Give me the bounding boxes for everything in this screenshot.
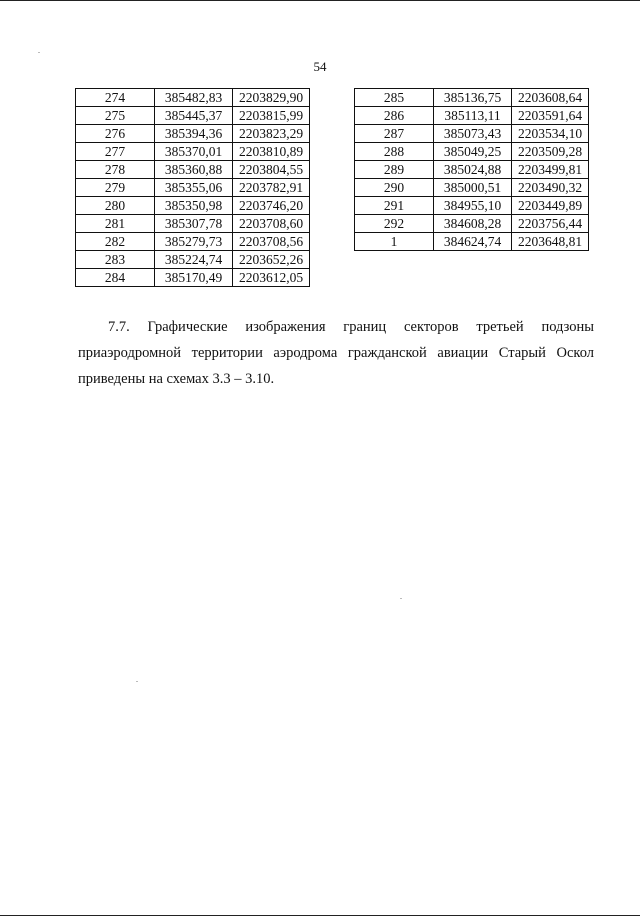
x-coordinate-cell: 385000,51 [434,179,512,197]
point-number-cell: 287 [355,125,434,143]
y-coordinate-cell: 2203648,81 [512,233,589,251]
point-number-cell: 283 [76,251,155,269]
table-row [355,125,589,143]
x-coordinate-cell: 384608,28 [434,215,512,233]
point-number-cell: 288 [355,143,434,161]
page-top-edge [0,0,640,1]
y-coordinate-cell: 2203449,89 [512,197,589,215]
point-number-cell: 274 [76,89,155,107]
table-row [76,161,310,179]
table-row [76,89,310,107]
x-coordinate-cell: 385360,88 [155,161,233,179]
y-coordinate-cell: 2203708,56 [233,233,310,251]
y-coordinate-cell: 2203608,64 [512,89,589,107]
paragraph-7-7 [78,314,594,392]
page-number: 54 [313,59,327,74]
table-row [355,179,589,197]
table-row [355,143,589,161]
point-number-cell: 285 [355,89,434,107]
y-coordinate-cell: 2203591,64 [512,107,589,125]
table-row [76,125,310,143]
table-row [76,269,310,287]
point-number-cell: 286 [355,107,434,125]
x-coordinate-cell: 385224,74 [155,251,233,269]
y-coordinate-cell: 2203804,55 [233,161,310,179]
y-coordinate-cell: 2203652,26 [233,251,310,269]
table-row [355,215,589,233]
table-row [355,89,589,107]
y-coordinate-cell: 2203490,32 [512,179,589,197]
y-coordinate-cell: 2203612,05 [233,269,310,287]
x-coordinate-cell: 385136,75 [434,89,512,107]
x-coordinate-cell: 385350,98 [155,197,233,215]
table-row [355,197,589,215]
y-coordinate-cell: 2203782,91 [233,179,310,197]
table-row [76,215,310,233]
y-coordinate-cell: 2203746,20 [233,197,310,215]
y-coordinate-cell: 2203810,89 [233,143,310,161]
x-coordinate-cell: 385024,88 [434,161,512,179]
x-coordinate-cell: 385113,11 [434,107,512,125]
table-row [355,161,589,179]
table-row [76,233,310,251]
paragraph-line: приаэродромной территории аэродрома гражданской авиации Старый Оскол [78,345,594,361]
coordinates-table-right-body [355,89,589,251]
x-coordinate-cell: 385445,37 [155,107,233,125]
scan-speck [400,598,402,599]
paragraph-line: приведены на схемах 3.3 – 3.10. [78,371,275,387]
x-coordinate-cell: 385370,01 [155,143,233,161]
x-coordinate-cell: 385394,36 [155,125,233,143]
point-number-cell: 1 [355,233,434,251]
table-row [355,107,589,125]
table-row [76,179,310,197]
table-row [76,197,310,215]
x-coordinate-cell: 385482,83 [155,89,233,107]
x-coordinate-cell: 385307,78 [155,215,233,233]
coordinates-table-left-body [76,89,310,287]
point-number-cell: 291 [355,197,434,215]
table-row [355,233,589,251]
y-coordinate-cell: 2203499,81 [512,161,589,179]
point-number-cell: 292 [355,215,434,233]
paragraph-line: 7.7. Графические изображения границ секторов третьей подзоны [108,319,594,335]
x-coordinate-cell: 385279,73 [155,233,233,251]
coordinates-table-right [354,88,589,251]
point-number-cell: 289 [355,161,434,179]
scan-speck [38,52,40,53]
y-coordinate-cell: 2203823,29 [233,125,310,143]
y-coordinate-cell: 2203509,28 [512,143,589,161]
scan-speck [136,681,138,682]
y-coordinate-cell: 2203708,60 [233,215,310,233]
point-number-cell: 277 [76,143,155,161]
point-number-cell: 279 [76,179,155,197]
point-number-cell: 281 [76,215,155,233]
x-coordinate-cell: 385049,25 [434,143,512,161]
table-row [76,251,310,269]
table-row [76,143,310,161]
point-number-cell: 276 [76,125,155,143]
point-number-cell: 284 [76,269,155,287]
table-row [76,107,310,125]
coordinates-table-left [75,88,310,287]
x-coordinate-cell: 384955,10 [434,197,512,215]
point-number-cell: 282 [76,233,155,251]
point-number-cell: 290 [355,179,434,197]
point-number-cell: 275 [76,107,155,125]
point-number-cell: 278 [76,161,155,179]
point-number-cell: 280 [76,197,155,215]
y-coordinate-cell: 2203756,44 [512,215,589,233]
y-coordinate-cell: 2203815,99 [233,107,310,125]
y-coordinate-cell: 2203829,90 [233,89,310,107]
x-coordinate-cell: 385355,06 [155,179,233,197]
x-coordinate-cell: 385170,49 [155,269,233,287]
x-coordinate-cell: 384624,74 [434,233,512,251]
y-coordinate-cell: 2203534,10 [512,125,589,143]
x-coordinate-cell: 385073,43 [434,125,512,143]
